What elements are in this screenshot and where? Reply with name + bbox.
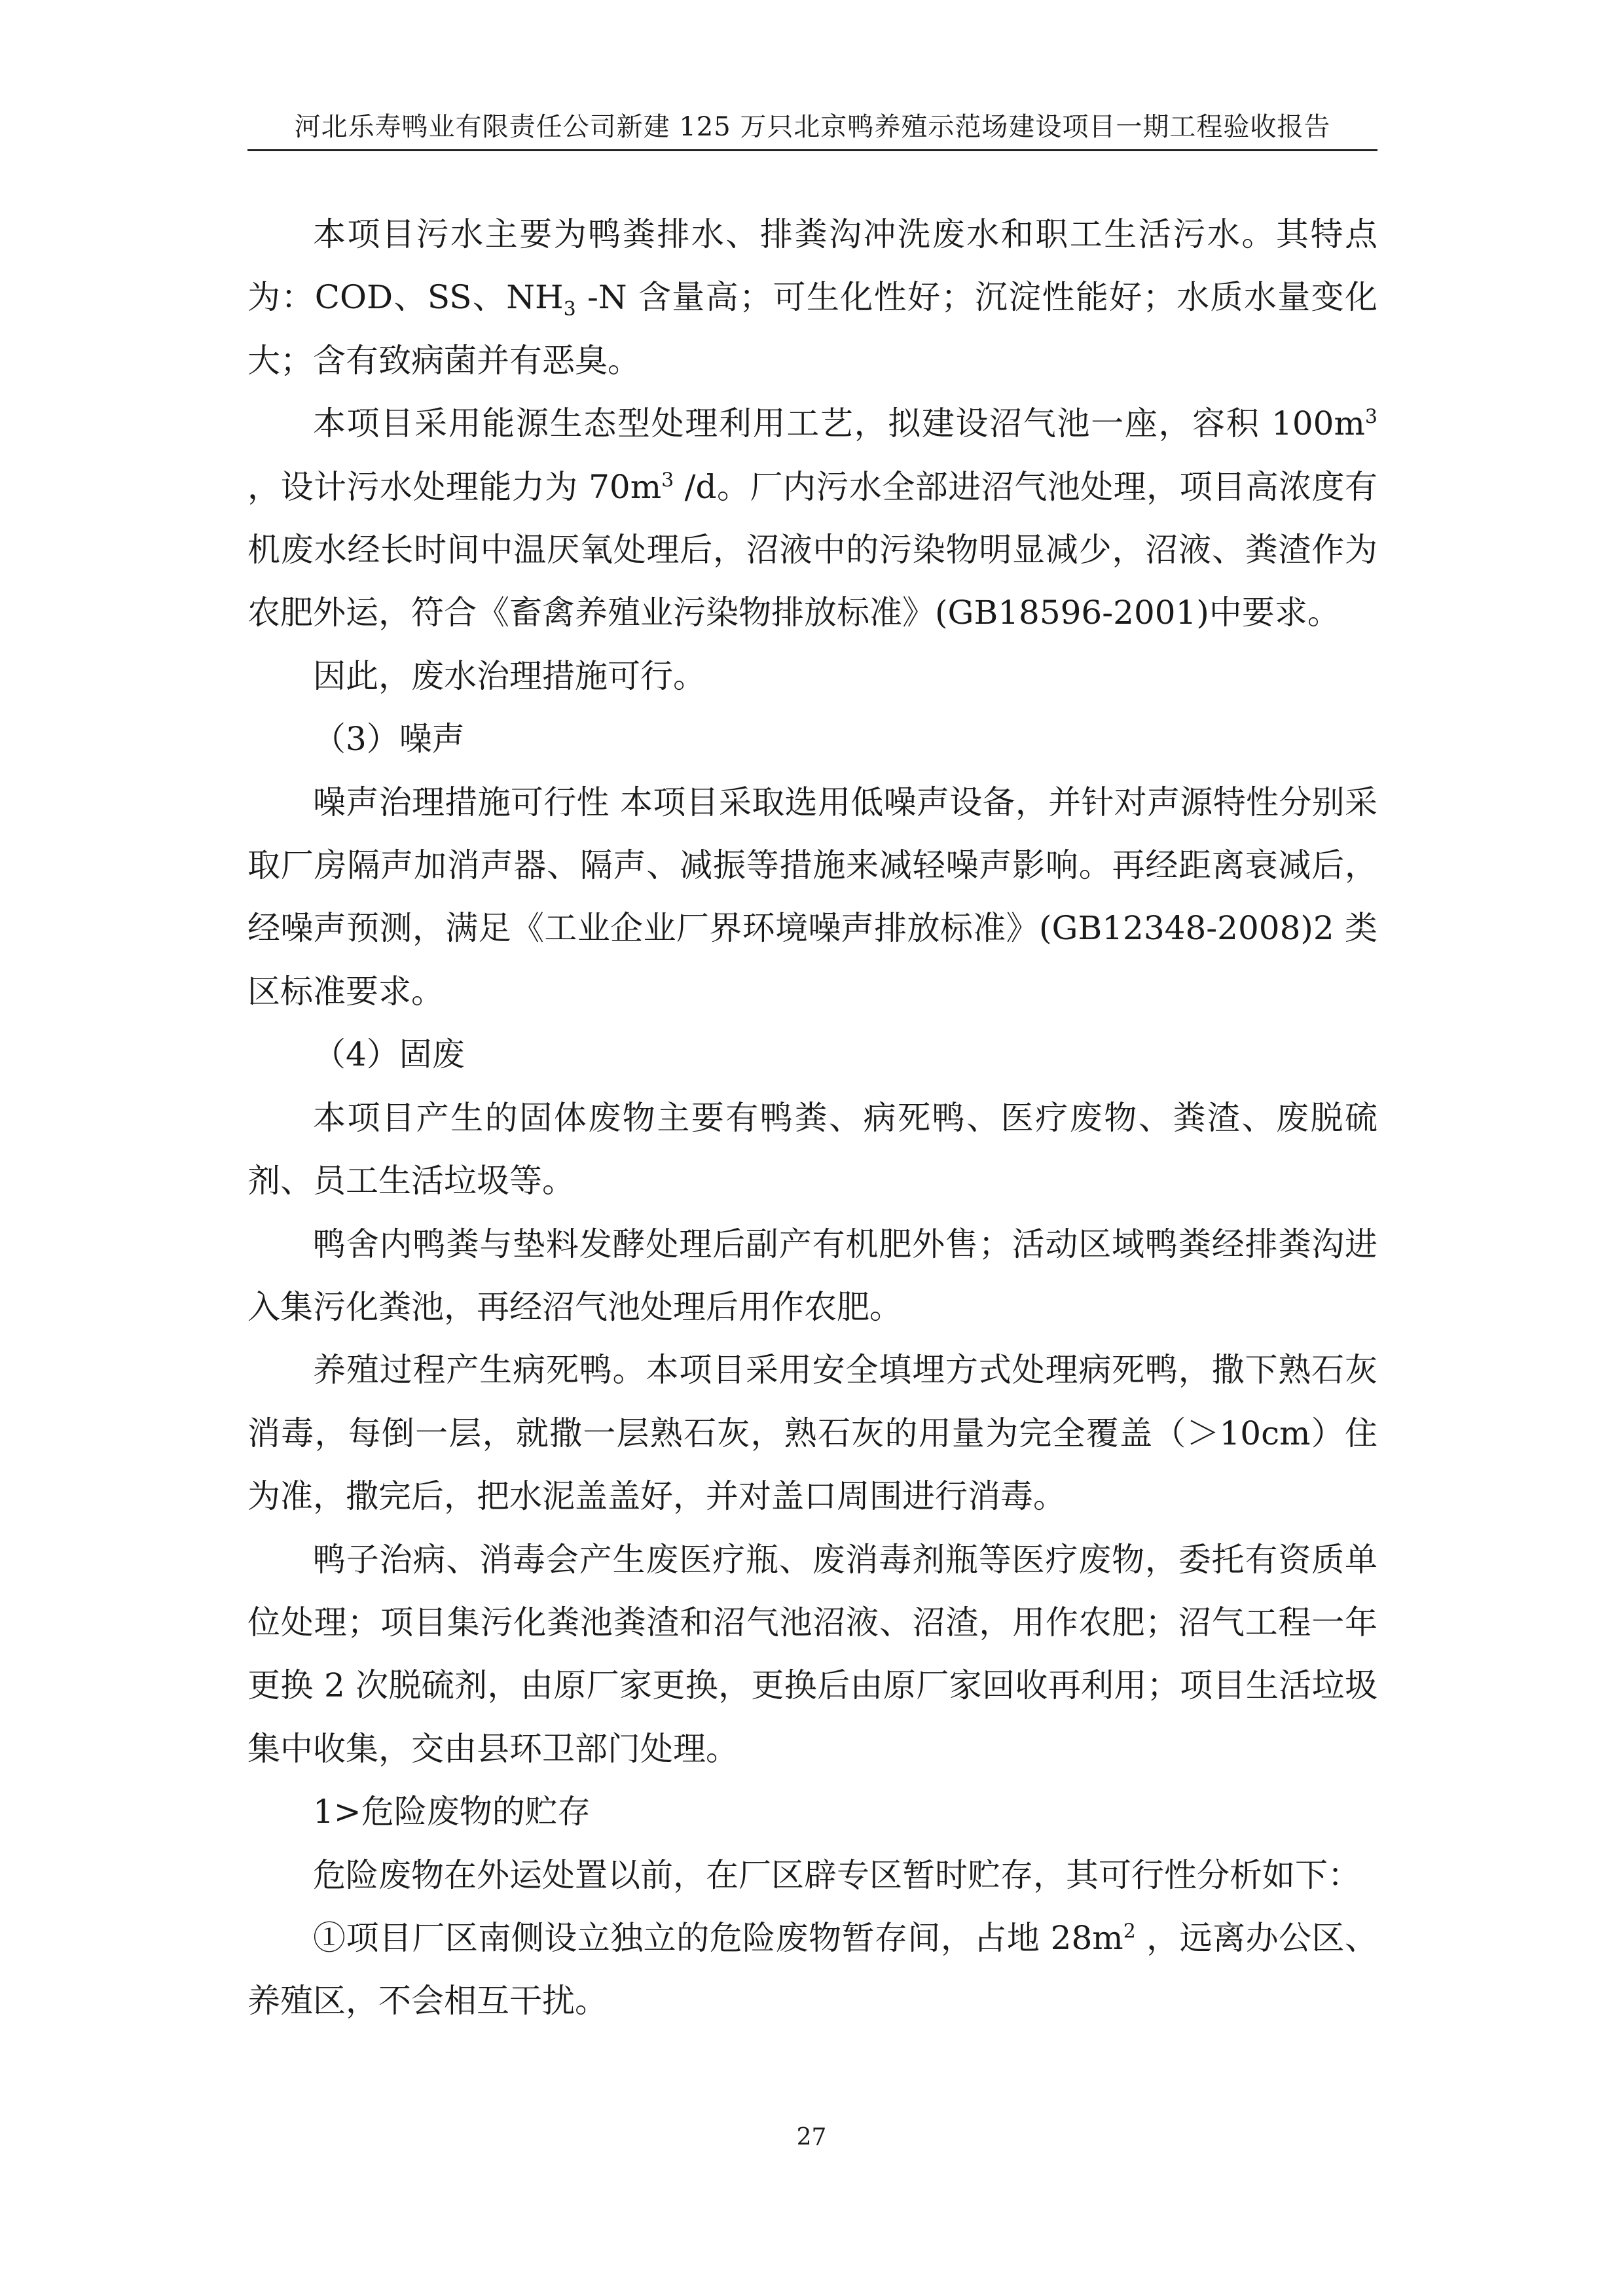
paragraph-duck-manure: 鸭舍内鸭粪与垫料发酵处理后副产有机肥外售；活动区域鸭粪经排粪沟进入集污化粪池，再经沼气池处理后用作农肥。 xyxy=(247,1225,1377,1326)
paragraph-solid-waste-types: 本项目产生的固体废物主要有鸭粪、病死鸭、医疗废物、粪渣、废脱硫剂、员工生活垃圾等。 xyxy=(247,1098,1377,1200)
paragraph-medical-waste: 鸭子治病、消毒会产生废医疗瓶、废消毒剂瓶等医疗废物，委托有资质单位处理；项目集污化粪池粪渣和沼气池沼液、沼渣，用作农肥；沼气工程一年更换 2 次脱硫剂，由原厂家更换，更换后由原厂家回收再利用；项目生活垃圾集中收集，交由县环卫部门处理。 xyxy=(247,1540,1377,1768)
header-divider xyxy=(247,149,1377,151)
paragraph-wastewater-sources xyxy=(247,203,1377,392)
paragraph-dead-ducks: 养殖过程产生病死鸭。本项目采用安全填埋方式处理病死鸭，撒下熟石灰消毒，每倒一层，就撒一层熟石灰，熟石灰的用量为完全覆盖（＞10cm）住为准，撒完后，把水泥盖盖好，并对盖口周围进行消毒。 xyxy=(247,1351,1377,1516)
section-heading-hazardous-storage: 1>危险废物的贮存 xyxy=(313,1793,591,1831)
text-run: 本项目污水主要为鸭粪排水、排粪沟冲洗废水和职工生活污水。其特点为：COD、SS、NH xyxy=(247,215,1377,317)
paragraph-wastewater-conclusion: 因此，废水治理措施可行。 xyxy=(313,656,706,695)
superscript: 3 xyxy=(1364,405,1377,429)
paragraph-noise-control: 噪声治理措施可行性 本项目采取选用低噪声设备，并针对声源特性分别采取厂房隔声加消声器、隔声、减振等措施来减轻噪声影响。再经距离衰减后，经噪声预测，满足《工业企业厂界环境噪声排放标准》(GB12348-2008)2 类区标准要求。 xyxy=(247,783,1377,1011)
paragraph-hazardous-room xyxy=(247,1907,1377,2033)
paragraph-hazardous-intro: 危险废物在外运处置以前，在厂区辟专区暂时贮存，其可行性分析如下： xyxy=(313,1856,1360,1894)
superscript: 3 xyxy=(661,468,674,492)
page-number: 27 xyxy=(796,2124,827,2151)
running-header: 河北乐寿鸭业有限责任公司新建 125 万只北京鸭养殖示范场建设项目一期工程验收报告 xyxy=(294,112,1331,142)
text-run: ，远离办公区、养殖区，不会相互干扰。 xyxy=(247,1918,1377,2020)
text-run: /d。厂内污水全部进沼气池处理，项目高浓度有机废水经长时间中温厌氧处理后，沼液中的污染物明显减少，沼液、粪渣作为农肥外运，符合《畜禽养殖业污染物排放标准》(GB18596-2001)中要求。 xyxy=(247,467,1377,632)
section-heading-noise: （3）噪声 xyxy=(313,720,465,759)
subscript: 3 xyxy=(563,298,576,321)
text-run: ，设计污水处理能力为 70m xyxy=(247,467,662,506)
superscript: 2 xyxy=(1123,1920,1136,1943)
report-body xyxy=(247,203,1377,2033)
paragraph-biogas-treatment xyxy=(247,392,1377,645)
section-heading-solid-waste: （4）固废 xyxy=(313,1035,465,1074)
text-run: -N 含量高；可生化性好；沉淀性能好；水质水量变化大；含有致病菌并有恶臭。 xyxy=(247,278,1377,380)
text-run: ①项目厂区南侧设立独立的危险废物暂存间，占地 28m xyxy=(313,1918,1123,1957)
text-run: 本项目采用能源生态型处理利用工艺，拟建设沼气池一座，容积 100m xyxy=(313,404,1365,443)
